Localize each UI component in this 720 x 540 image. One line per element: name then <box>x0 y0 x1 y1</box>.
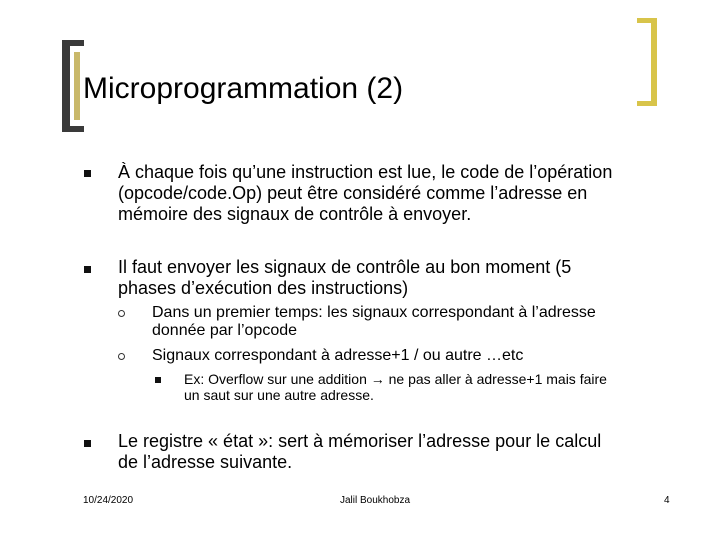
slide-title: Microprogrammation (2) <box>83 72 404 105</box>
bullet-circle-icon <box>118 310 125 317</box>
bullet-square-icon <box>84 440 91 447</box>
bullet-1-line-1: À chaque fois qu’une instruction est lue, le code de l’opération <box>118 162 613 182</box>
bullet-1-line-3: mémoire des signaux de contrôle à envoyer. <box>118 204 472 224</box>
bullet-1-line-2: (opcode/code.Op) peut être considéré comme l’adresse en <box>118 183 588 203</box>
sub-sub-bullet-line-1: Ex: Overflow sur une addition → ne pas aller à adresse+1 mais faire <box>184 371 607 387</box>
sub-bullet-1-line-2: donnée par l’opcode <box>152 322 298 339</box>
bullet-circle-icon <box>118 353 125 360</box>
sub-sub-bullet-text <box>184 371 607 403</box>
sub-bullet-1-line-1: Dans un premier temps: les signaux correspondant à l’adresse <box>152 304 596 321</box>
footer-page-number: 4 <box>664 495 670 506</box>
bullet-2-line-2: phases d’exécution des instructions) <box>118 278 409 298</box>
bullet-1-text <box>118 162 612 225</box>
footer-author: Jalil Boukhobza <box>340 495 411 506</box>
bullet-3-line-1: Le registre « état »: sert à mémoriser l’adresse pour le calcul <box>118 431 602 451</box>
sub-bullet-1-text <box>152 304 596 340</box>
right-bracket-decoration <box>651 18 657 106</box>
sub-bullet-2-line-1: Signaux correspondant à adresse+1 / ou autre …etc <box>152 347 524 364</box>
footer-date: 10/24/2020 <box>83 495 134 506</box>
bullet-2-line-1: Il faut envoyer les signaux de contrôle au bon moment (5 <box>118 257 572 277</box>
bullet-square-icon <box>84 266 91 273</box>
left-bracket-top <box>62 40 84 46</box>
bullet-square-icon <box>84 170 91 177</box>
bullet-3-line-2: de l’adresse suivante. <box>118 452 293 472</box>
right-bracket-bottom <box>637 101 657 106</box>
bullet-3-text <box>118 431 601 473</box>
left-bracket-bottom <box>62 126 84 132</box>
bullet-2-text <box>118 257 571 299</box>
bullet-square-small-icon <box>155 377 161 383</box>
sub-sub-bullet-line-2: un saut sur une autre adresse. <box>184 387 374 403</box>
left-bracket-decoration <box>62 40 70 132</box>
sub-bullet-2-text <box>152 347 523 365</box>
right-bracket-top <box>637 18 657 23</box>
left-bracket-accent <box>74 52 80 120</box>
